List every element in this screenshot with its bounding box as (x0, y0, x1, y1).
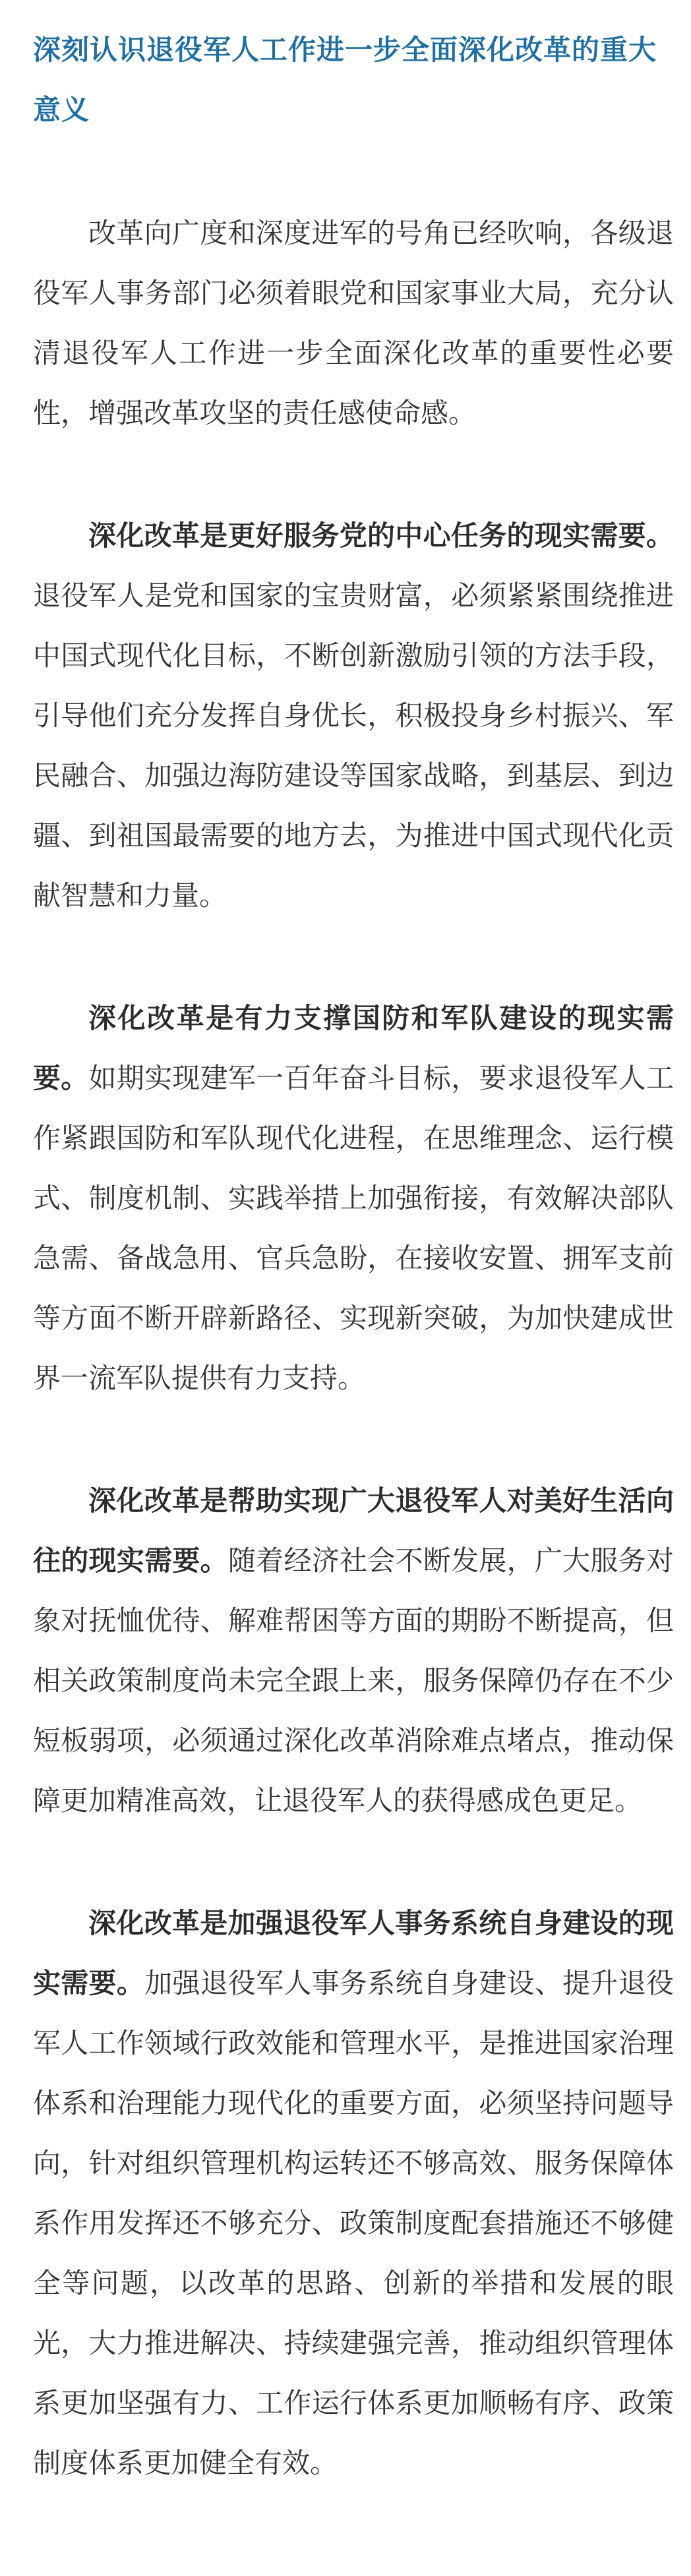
section-body: 加强退役军人事务系统自身建设、提升退役军人工作领域行政效能和管理水平，是推进国家治理体系和治理能力现代化的重要方面，必须坚持问题导向，针对组织管理机构运转还不够高效、服务保障体系作用发挥还不够充分、政策制度配套措施还不够健全等问题，以改革的思路、创新的举措和发展的眼光，大力推进解决、持续建强完善，推动组织管理体系更加坚强有力、工作运行体系更加顺畅有序、政策制度体系更加健全有效。 (33, 1967, 674, 2479)
section-body: 随着经济社会不断发展，广大服务对象对抚恤优待、解难帮困等方面的期盼不断提高，但相关政策制度尚未完全跟上来，服务保障仍存在不少短板弱项，必须通过深化改革消除难点堵点，推动保障更加精准高效，让退役军人的获得感成色更足。 (33, 1544, 674, 1817)
section-paragraph-self-building (33, 1893, 674, 2493)
section-lead: 深化改革是更好服务党的中心任务的现实需要。 (88, 519, 674, 552)
article-title: 深刻认识退役军人工作进一步全面深化改革的重大意义 (33, 34, 657, 126)
section-paragraph-national-defense (33, 988, 674, 1408)
intro-paragraph: 改革向广度和深度进军的号角已经吹响，各级退役军人事务部门必须着眼党和国家事业大局，充分认清退役军人工作进一步全面深化改革的重要性必要性，增强改革攻坚的责任感使命感。 (33, 217, 674, 429)
section-lead: 深化改革是有力支撑国防和军队建设的现实需要。 (33, 1002, 674, 1094)
section-body: 退役军人是党和国家的宝贵财富，必须紧紧围绕推进中国式现代化目标，不断创新激励引领的方法手段，引导他们充分发挥自身优长，积极投身乡村振兴、军民融合、加强边海防建设等国家战略，到基层、到边疆、到祖国最需要的地方去，为推进中国式现代化贡献智慧和力量。 (33, 579, 674, 912)
section-paragraph-service-party (33, 506, 674, 925)
section-lead: 深化改革是帮助实现广大退役军人对美好生活向往的现实需要。 (33, 1484, 674, 1577)
section-paragraph-better-life (33, 1471, 674, 1830)
section-body: 如期实现建军一百年奋斗目标，要求退役军人工作紧跟国防和军队现代化进程，在思维理念、运行模式、制度机制、实践举措上加强衔接，有效解决部队急需、备战急用、官兵急盼，在接收安置、拥军支前等方面不断开辟新路径、实现新突破，为加快建成世界一流军队提供有力支持。 (33, 1062, 674, 1394)
section-lead: 深化改革是加强退役军人事务系统自身建设的现实需要。 (33, 1907, 674, 1999)
